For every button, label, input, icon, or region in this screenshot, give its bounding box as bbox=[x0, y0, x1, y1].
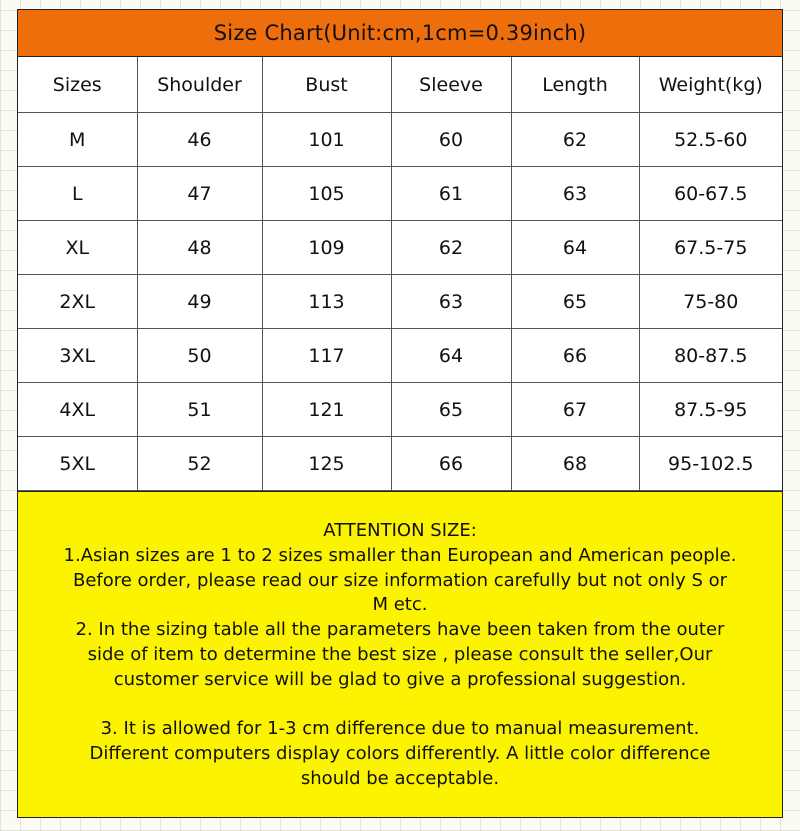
cell-shoulder: 48 bbox=[137, 221, 262, 275]
cell-weight: 80-87.5 bbox=[639, 329, 782, 383]
attention-heading: ATTENTION SIZE: bbox=[323, 520, 477, 541]
cell-sleeve: 61 bbox=[391, 167, 511, 221]
cell-length: 66 bbox=[511, 329, 639, 383]
cell-bust: 125 bbox=[262, 437, 391, 491]
header-sleeve: Sleeve bbox=[391, 57, 511, 113]
attention-line: 3. It is allowed for 1-3 cm difference due to manual measurement. bbox=[100, 718, 700, 740]
cell-length: 68 bbox=[511, 437, 639, 491]
cell-size: 2XL bbox=[18, 275, 137, 329]
attention-line: Before order, please read our size information carefully but not only S or bbox=[72, 569, 728, 591]
header-weight: Weight(kg) bbox=[639, 57, 782, 113]
cell-weight: 52.5-60 bbox=[639, 113, 782, 167]
cell-shoulder: 46 bbox=[137, 113, 262, 167]
attention-line: customer service will be glad to give a professional suggestion. bbox=[113, 668, 687, 690]
cell-length: 67 bbox=[511, 383, 639, 437]
attention-line: side of item to determine the best size , please consult the seller,Our bbox=[87, 643, 713, 665]
cell-size: XL bbox=[18, 221, 137, 275]
cell-weight: 60-67.5 bbox=[639, 167, 782, 221]
cell-sleeve: 62 bbox=[391, 221, 511, 275]
cell-weight: 95-102.5 bbox=[639, 437, 782, 491]
cell-bust: 109 bbox=[262, 221, 391, 275]
table-row bbox=[18, 167, 782, 221]
cell-length: 64 bbox=[511, 221, 639, 275]
cell-weight: 87.5-95 bbox=[639, 383, 782, 437]
header-bust: Bust bbox=[262, 57, 391, 113]
cell-weight: 67.5-75 bbox=[639, 221, 782, 275]
cell-sleeve: 66 bbox=[391, 437, 511, 491]
cell-length: 65 bbox=[511, 275, 639, 329]
cell-bust: 113 bbox=[262, 275, 391, 329]
cell-size: 4XL bbox=[18, 383, 137, 437]
header-length: Length bbox=[511, 57, 639, 113]
cell-shoulder: 47 bbox=[137, 167, 262, 221]
cell-shoulder: 51 bbox=[137, 383, 262, 437]
cell-weight: 75-80 bbox=[639, 275, 782, 329]
cell-size: L bbox=[18, 167, 137, 221]
cell-shoulder: 52 bbox=[137, 437, 262, 491]
cell-sleeve: 65 bbox=[391, 383, 511, 437]
attention-line: Different computers display colors differently. A little color difference bbox=[89, 743, 711, 765]
size-table bbox=[18, 57, 782, 491]
cell-bust: 117 bbox=[262, 329, 391, 383]
table-row bbox=[18, 383, 782, 437]
table-row bbox=[18, 437, 782, 491]
cell-size: 5XL bbox=[18, 437, 137, 491]
cell-bust: 105 bbox=[262, 167, 391, 221]
table-row bbox=[18, 329, 782, 383]
attention-line: 2. In the sizing table all the parameters have been taken from the outer bbox=[75, 619, 725, 641]
attention-line: M etc. bbox=[372, 594, 428, 616]
cell-shoulder: 50 bbox=[137, 329, 262, 383]
attention-spacer bbox=[18, 693, 782, 718]
table-header-row bbox=[18, 57, 782, 113]
cell-sleeve: 64 bbox=[391, 329, 511, 383]
attention-line: should be acceptable. bbox=[300, 767, 500, 789]
attention-notes bbox=[18, 491, 782, 817]
table-row bbox=[18, 113, 782, 167]
cell-size: M bbox=[18, 113, 137, 167]
attention-line: 1.Asian sizes are 1 to 2 sizes smaller than European and American people. bbox=[63, 544, 737, 566]
size-chart-title: Size Chart(Unit:cm,1cm=0.39inch) bbox=[18, 10, 782, 57]
header-shoulder: Shoulder bbox=[137, 57, 262, 113]
cell-bust: 121 bbox=[262, 383, 391, 437]
cell-bust: 101 bbox=[262, 113, 391, 167]
cell-sleeve: 60 bbox=[391, 113, 511, 167]
cell-sleeve: 63 bbox=[391, 275, 511, 329]
table-row bbox=[18, 221, 782, 275]
cell-shoulder: 49 bbox=[137, 275, 262, 329]
header-sizes: Sizes bbox=[18, 57, 137, 113]
table-row bbox=[18, 275, 782, 329]
size-chart bbox=[17, 9, 783, 818]
cell-length: 62 bbox=[511, 113, 639, 167]
cell-size: 3XL bbox=[18, 329, 137, 383]
cell-length: 63 bbox=[511, 167, 639, 221]
